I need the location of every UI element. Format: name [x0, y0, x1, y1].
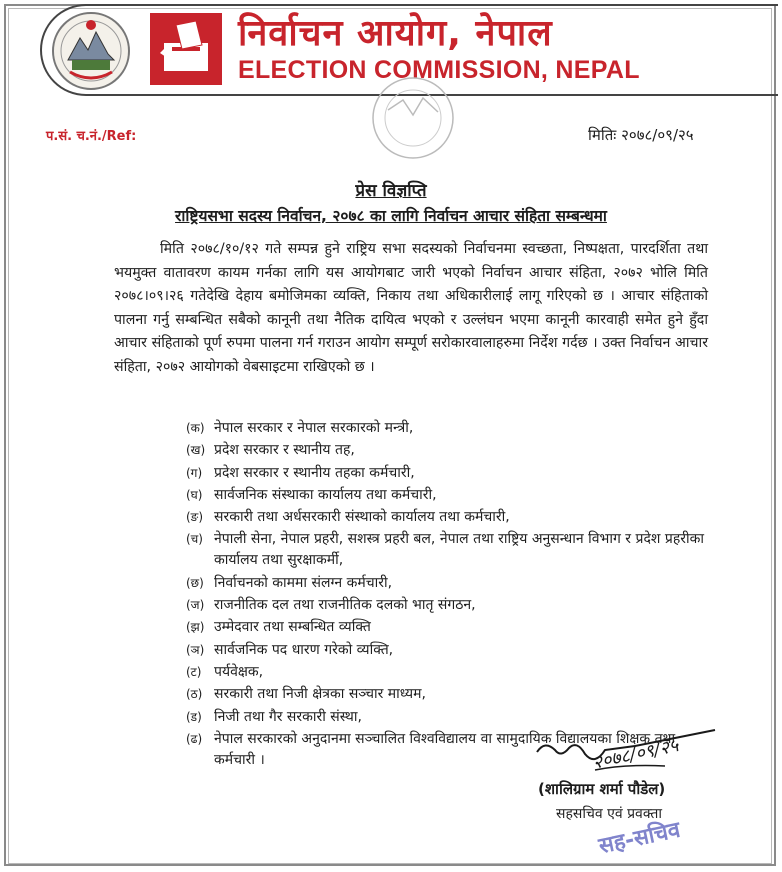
list-item-marker: (छ) — [186, 575, 204, 590]
list-item — [186, 463, 708, 484]
list-item-text: सरकारी तथा अर्धसरकारी संस्थाको कार्यालय तथा कर्मचारी, — [214, 509, 510, 526]
list-item-text: पर्यवेक्षक, — [214, 663, 264, 680]
list-item-marker: (क) — [186, 421, 205, 435]
list-item — [186, 684, 708, 705]
list-item-marker: (ड) — [186, 709, 202, 724]
list-item — [186, 640, 708, 661]
list-item — [186, 440, 708, 461]
list-item-text: सार्वजनिक संस्थाका कार्यालय तथा कर्मचारी, — [214, 486, 437, 503]
list-item-text: नेपाल सरकार र नेपाल सरकारको मन्त्री, — [214, 420, 414, 436]
list-item-text: प्रदेश सरकार र स्थानीय तहका कर्मचारी, — [214, 464, 415, 481]
list-item-text: नेपाली सेना, नेपाल प्रहरी, सशस्त्र प्रहरी बल, नेपाल तथा राष्ट्रिय अनुसन्धान विभाग र प्रदेश प्रहरीका कार्यालय तथा सुरक्षाकर्मी, — [214, 531, 704, 569]
list-item-marker: (ढ) — [186, 731, 203, 746]
subject-line: राष्ट्रियसभा सदस्य निर्वाचन, २०७८ का लागि निर्वाचन आचार संहिता सम्बन्धमा — [175, 207, 607, 225]
list-item-text: राजनीतिक दल तथा राजनीतिक दलको भातृ संगठन, — [214, 597, 476, 614]
list-item-marker: (ग) — [186, 465, 203, 480]
body-paragraph: मिति २०७८/१०/१२ गते सम्पन्न हुने राष्ट्रिय सभा सदस्यको निर्वाचनमा स्वच्छता, निष्पक्षता, पारदर्शिता तथा भयमुक्त वातावरण कायम गर्नका लागि यस आयोगबाट जारी भएको निर्वाचन आचार संहिता, २०७२ भोलि मिति २०७८।०९।२६ गतेदेखि देहाय बमोजिमका व्यक्ति, निकाय तथा अधिकारीलाई लागू गरिएको छ । आचार संहिताको पालना गर्नु सम्बन्धित सबैको कानूनी तथा नैतिक दायित्व भएको र उल्लंघन भएमा कानूनी कारवाही समेत हुने हुँदा आचार संहिताको पूर्ण रुपमा पालना गर्न गराउन आयोग सम्पूर्ण सरोकारवालाहरुमा निर्देश गर्दछ । उक्त निर्वाचन आचार संहिता, २०७२ आयोगको वेबसाइटमा राखिएको छ । — [114, 241, 708, 375]
list-item-marker: (ञ) — [186, 642, 205, 657]
list-item-marker: (झ) — [186, 620, 205, 635]
official-seal-stamp: सह-सचिव — [596, 817, 683, 860]
issue-date: मितिः २०७८/०९/२५ — [588, 126, 694, 144]
list-item-marker: (ठ) — [186, 687, 203, 702]
list-item-text: सरकारी तथा निजी क्षेत्रका सञ्चार माध्यम, — [214, 686, 427, 703]
commission-title-nepali: निर्वाचन आयोग, नेपाल — [238, 13, 553, 54]
list-item-text: सार्वजनिक पद धारण गरेको व्यक्ति, — [214, 641, 394, 658]
list-item-text: प्रदेश सरकार र स्थानीय तह, — [214, 442, 355, 459]
list-item-marker: (ख) — [186, 443, 206, 458]
list-item — [186, 595, 708, 616]
reference-number-label: प.सं. च.नं./Ref: — [46, 129, 137, 144]
list-item-marker: (च) — [186, 532, 203, 547]
signature-date: २०७८/०९/२५ — [590, 735, 681, 774]
list-item — [186, 418, 708, 439]
list-item — [186, 485, 708, 506]
press-release-heading: प्रेस विज्ञप्ति — [355, 181, 427, 201]
list-item — [186, 662, 708, 683]
signatory-title: सहसचिव एवं प्रवक्ता — [556, 806, 662, 822]
list-item-marker: (ज) — [186, 598, 205, 613]
list-item-text: निजी तथा गैर सरकारी संस्था, — [214, 708, 362, 725]
list-item-text: निर्वाचनको काममा संलग्न कर्मचारी, — [214, 574, 393, 591]
list-item — [186, 617, 708, 638]
ballot-box-logo-icon — [150, 13, 222, 85]
commission-title-english: ELECTION COMMISSION, NEPAL — [238, 56, 640, 84]
list-item — [186, 507, 708, 528]
nepal-emblem-icon — [50, 10, 132, 92]
list-item-marker: (घ) — [186, 487, 203, 502]
faded-stamp-icon — [358, 70, 468, 170]
list-item-text: उम्मेदवार तथा सम्बन्धित व्यक्ति — [214, 619, 371, 636]
list-item — [186, 573, 708, 594]
list-item-marker: (ट) — [186, 664, 202, 679]
signatory-name: (शालिग्राम शर्मा पौडेल) — [538, 780, 666, 798]
list-item-text: नेपाल सरकारको अनुदानमा सञ्चालित विश्वविद्यालय वा सामुदायिक विद्यालयका शिक्षक तथा कर्मचारी । — [214, 730, 676, 768]
list-item-marker: (ङ) — [186, 510, 204, 525]
list-item — [186, 529, 708, 571]
